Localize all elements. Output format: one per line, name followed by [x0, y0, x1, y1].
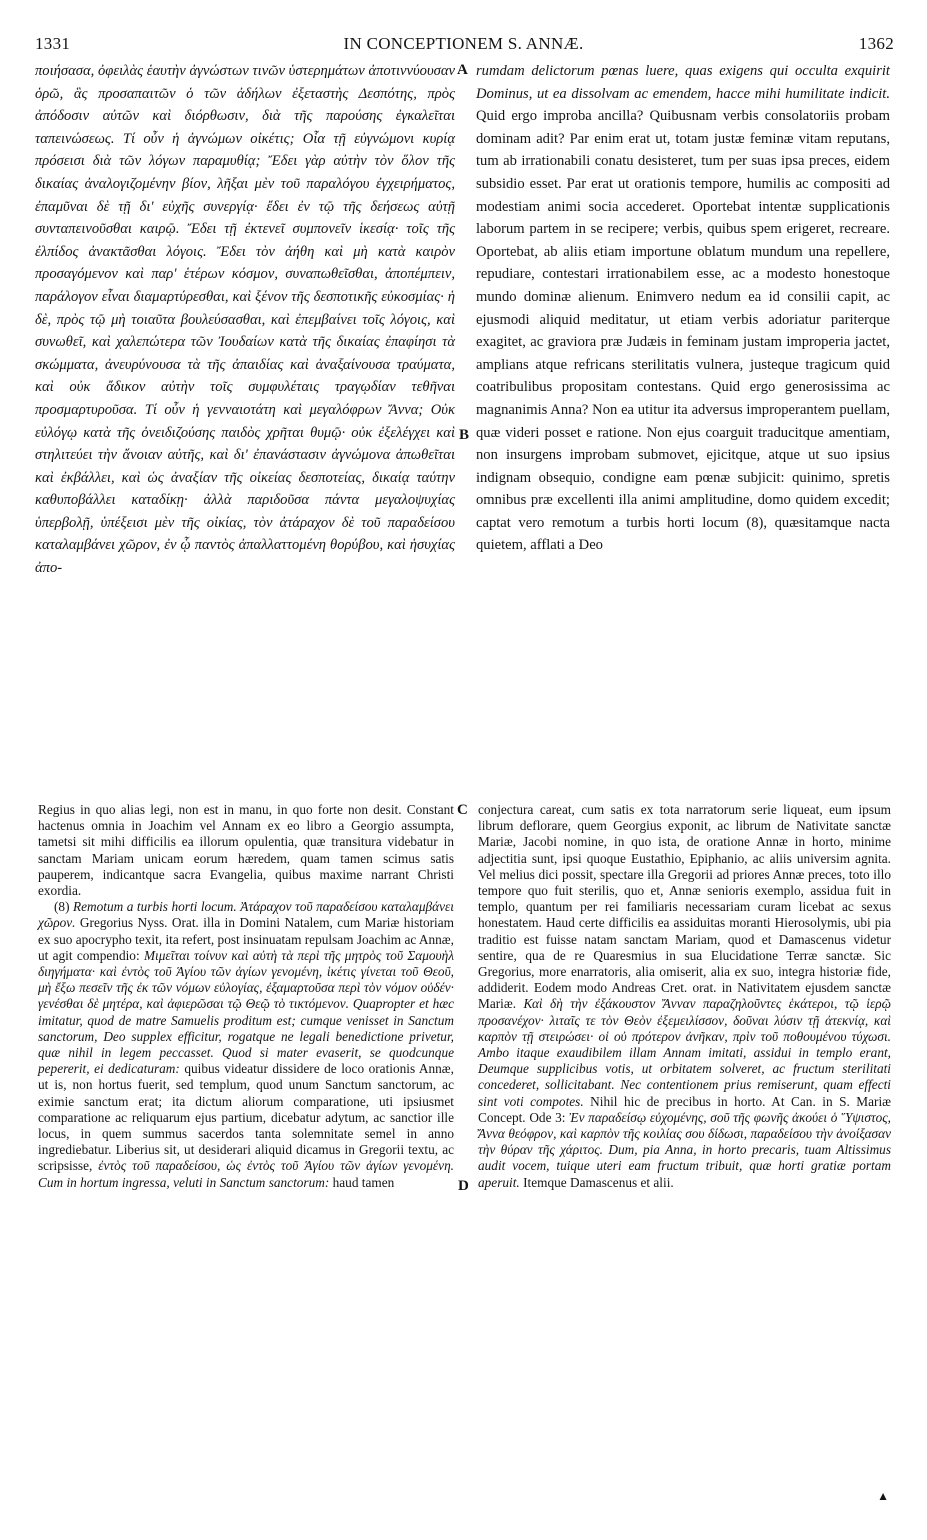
greek-paragraph: ποιήσασα, ὀφειλὰς ἑαυτὴν ἀγνώστων τινῶν ὑστερημάτων ἀποτιννύουσαν ὁρῶ, ἃς προσαπαιτῶν ὁ τῶν ἀδήλων ἐξεταστὴς Δεσπότης, πρὸς ἀπόδοσιν αὐτῶν καὶ διόρθωσιν, διὰ τῆς παρούσης ἐγκαλεῖται ταπεινώσεως. Τί οὖν ἡ ἀγνώμων οἰκέτις; Οἷα τῇ εὐγνώμονι κυρίᾳ πρόσεισι διὰ τῶν λόγων παραμυθίᾳ; Ἔδει γὰρ αὐτὴν τὸν ὅλον τῆς δικαίας ἀναλογιζομένην βίον, λῆξαι μὲν τοῦ παραλόγου ἐγχειρήματος, ἐπαμῦναι δὲ τῇ δι' εὐχῆς συνεργίᾳ· ἔδει ἐν τῷ τῆς δεήσεως αὐτῇ συνταπεινοῦσθαι καιρῷ. Ἔδει τῇ ἐκτενεῖ συμπονεῖν ἱκεσίᾳ· τοῖς τῆς ἐλπίδος ἀνακτᾶσθαι λόγοις. Ἔδει τὸν ἀήθη καὶ μὴ κατὰ καιρὸν προσαγόμενον καὶ παρ' ἑτέρων κόσμον, συναπωθεῖσθαι, ἀποπέμπειν, παράλογον εἶναι διαμαρτύρεσθαι, καὶ ξένον τῆς δεσποτικῆς εὐκοσμίας· ἡ δὲ, πρὸς τῷ μὴ τοιαῦτα βουλεύσασθαι, καὶ ἐπεμβαίνει τοῖς λόγοις, καὶ συνωθεῖ, καὶ χαλεπώτερα τῶν Ἰουδαίων κατὰ τῆς δικαίας ἐπαφίησι τὰ σκώμματα, ἀνευρύνουσα τὰ τῆς ἀπαιδίας καὶ ἀναξαίνουσα τραύματα, καὶ οὐκ ἄδικον αὐτὴν τοῖς συμφυλέταις τραγῳδίαν τεθῆναι προσμαρτυροῦσα. Τί οὖν ἡ γενναιοτάτη καὶ μεγαλόφρων Ἄννα; Οὐκ εὐλόγῳ κατὰ τῆς ὀνειδιζούσης παιδὸς χρῆται θυμῷ· οὐκ ἐξελέγχει καὶ στηλιτεύει τὴν ἄνοιαν αὐτῆς, καὶ δι' ἐπανάστασιν ἀγνώμονα ἀπωθεῖται καὶ ἐκβάλλει, καὶ ὡς ἀναξίαν τῆς οἰκείας δεσποτείας, δικαίᾳ ταύτην καθυποβάλλει καταδίκῃ· ἀλλὰ παριδοῦσα πάντα μεγαλοψυχίας ὑπερβολῇ, ὑπέξεισι μὲν τῆς οἰκίας, τὸν ἀτάραχον δὲ τοῦ παραδείσου καταλαμβάνει χῶρον, ἐν ᾧ παντὸς ἀπαλλαττομένη θορύβου, καὶ ἡσυχίας ἀπο-: [35, 63, 455, 577]
margin-marker-d: D: [458, 1178, 469, 1194]
note-greek-quote: Ἀτάραχον τοῦ παραδείσου καταλαμβάνει χῶρον.: [38, 899, 454, 931]
notes-column-left: [38, 802, 454, 1191]
note-latin-translation-4: Dum, pia Anna, in horto precaris, tuam Altissimus audit vocem, tuique uteri eam fructum tribuit, quæ horti gratiæ portam aperuit.: [478, 1142, 891, 1190]
note-greek-quote-2: Μιμεῖται τοίνυν καὶ αὐτὴ τὰ περὶ τῆς μητρὸς τοῦ Σαμουὴλ διηγήματα· καὶ ἐντὸς τοῦ Ἁγίου τῶν ἁγίων γενομένη, ἱκέτις γίνεται τοῦ Θεοῦ, μὴ ἔξω πεσεῖν τῆς ἐκ τῶν νόμων εὐλογίας, ἐξαμαρτοῦσα περὶ τὸν νόμον οὐδέν· γενέσθαι δὲ μητέρα, καὶ ἀφιερῶσαι τῷ Θεῷ τὸ τικτόμενον.: [38, 947, 454, 1012]
note-latin-end-2: Itemque Damascenus et alii.: [519, 1174, 674, 1190]
note-greek-quote-3: ἐντὸς τοῦ παραδείσου, ὡς ἐντὸς τοῦ Ἁγίου τῶν ἁγίων γενομένη.: [92, 1158, 454, 1174]
latin-text-column: [476, 60, 890, 557]
latin-paragraph: [476, 60, 890, 557]
page-number-right: 1362: [858, 34, 894, 53]
note-8: [38, 899, 454, 1191]
note-latin-translation: Quapropter et hæc imitatur, quod de matre Samuelis proditum est; cumque venisset in Sanctum sanctorum, Deo supplex efficitur, rogatque ne legali benedictione privetur, quæ nihil in legem peccasset. Quod si mater evaserit, se quodcunque pepererit, ei dedicaturam:: [38, 996, 454, 1077]
note-continuation: Regius in quo alias legi, non est in manu, in quo forte non desit. Constant hactenus omnia in Joachim vel Annam ex eo libro a Georgio assumpta, tametsi sit mihi difficilis ea illorum opulentia, quæ transitura videbatur in sanctam Mariam unicam eorum hæredem, quam tamen scimus satis pauperem, indicantque sacra Evangelia, quibus maxime narrant Christi exordia.: [38, 802, 454, 899]
margin-marker-b: B: [459, 427, 470, 443]
note-greek-quote-5: Ἐν παραδείσῳ εὐχομένης, σοῦ τῆς φωνῆς ἀκούει ὁ Ὕψιστος, Ἄννα θεόφρον, καὶ καρπὸν τῆς κοιλίας σου δίδωσι, παραδείσου τὴν ἀνοίξασαν τὴν θύραν τῆς χάριτος.: [478, 1109, 892, 1158]
greek-text-column: [35, 60, 455, 580]
note-latin-text: Gregorius Nyss. Orat. illa in Domini Natalem, cum Mariæ historiam ex suo apocrypho texit, ita refert, post insinuatam repulsam Joachim ac Annæ, ut agit compendio:: [38, 915, 454, 963]
margin-marker-c: C: [457, 802, 468, 818]
note-latin-end: haud tamen: [329, 1174, 395, 1190]
note-latin-translation-3: Ambo itaque exaudibilem illam Annam imitati, assidui in templo erant, Deumque supplicibus votis, ut orbitatem solveret, ac fructum sterilitati concederet, sollicitabant. Nec contentionem prius remiserunt, quam effecti sint voti compotes.: [478, 1045, 891, 1109]
latin-italic-opening: rumdam delictorum pœnas luere, quas exigens qui occulta exquirit Dominus, ut ea dissolvam ac emendem, hacce mihi humilitate indicit.: [476, 63, 890, 102]
running-title: IN CONCEPTIONEM S. ANNÆ.: [343, 34, 584, 53]
note-number: (8): [54, 899, 74, 915]
note-latin-text-2: quibus videatur dissidere de loco orationis Annæ, ut is, non hortus fuerit, sed templum, quod unum Sanctum sanctorum, ac eximie sanctum erat; ita dictum aliorum comparatione, uti ipsiusmet comparatione ac reliquarum ejus partium, dicebatur adytum, ac sanctior ille locus, in quem summus sacerdos tanta solemnitate semel in anno ingrediebatur. Liberius sit, ut desiderari aliquid dicamus in Gregorii textu, ac scripsisse,: [38, 1061, 454, 1174]
bottom-printer-mark: ▲: [877, 1489, 889, 1503]
page-number-left: 1331: [35, 34, 71, 53]
note-latin-text-4: Nihil hic de precibus in horto. At Can. in S. Mariæ Concept. Ode 3:: [478, 1093, 892, 1125]
note-greek-quote-4: Καὶ δὴ τὴν ἐξάκουστον Ἄνναν παραζηλοῦντες ἑκάτεροι, τῷ ἱερῷ προσανέχον· λιταῖς τε τὸν Θεὸν ἐξεμειλίσσον, δοῦναι λύσιν τῇ ἀτεκνίᾳ, καὶ καρπὸν τῇ στειρώσει· οἱ οὐ πρότερον ἀνῆκαν, πρὶν τοῦ ποθουμένου τύχωσι.: [478, 996, 891, 1044]
latin-body: Quid ergo improba ancilla? Quibusnam verbis consolatoriis probam dominam adit? Par enim erat ut, totam justæ feminæ vitam reputans, tum ab irrationabili conatu desisteret, tum per suas ipsa preces, eidem subsidio esset. Par erat ut orationis tempore, humilis ac compositi ad modestiam animi socia accederet. Oportebat intentæ supplicationis laborum partem in se recipere; verbis, quibus spem erigeret, recreare. Oportebat, ab aliis etiam importune oblatum mundum una repellere, repudiare, contestari irrationabilem esse, ac a modesto honestoque mundo dominæ alienum. Enimvero nedum ea id consilii capit, ac ejusmodi aliquid meditatur, ut etiam verbis adoriatur pariterque exagitet, ac graviora præ Judæis in feminam justam improperia jactet, amplians atque refricans sterilitatis vulnera, justeque tragicum quid coatribulibus propositam contestans. Quid ergo generosissima ac magnanimis Anna? Non ea utitur ita adversus improperantem puellam, quæ videri posset e ratione. Non ejus coarguit traducitque amentiam, non insurgens improbam submovet, ejicitque, atque ut suo ipsius indignam obsequio, condigne eam pœnæ subjicit: quinimo, spretis omnibus præ excellenti illa animi amplitudine, domo quidem excedit; captat vero remotum a turbis horti locum (8), quæsitamque nacta quietem, afflati a Deo: [476, 108, 890, 554]
notes-column-right: [478, 802, 891, 1191]
margin-marker-a: A: [457, 62, 468, 78]
note-lemma: Remotum a turbis horti locum.: [73, 899, 237, 915]
note-latin-text-3: conjectura careat, cum satis ex tota narratorum serie liqueat, eum ipsum librum deflorare, quem Georgius exponit, ac librum de Nativitate sanctæ Mariæ, Jacobi nomine, in quo ista, de oratione Annæ in horto, minime adjectitia sunt, ipsi quoque Eustathio, Epiphanio, ac aliis universim agnita. Vel melius dici possit, spectare illa Gregorii ad priores Annæ preces, toto illo tempore quo fuit sterilis, quo et, Annæ senioris exemplo, assidua fuit in templo, quantum per rei familiaris necessariam curam licebat ac sexus honestatem. Haud certe difficilis ea assiduitas moranti Hierosolymis, ubi pia traditio est fuisse natam sanctam Mariam, quod et Damascenus videtur sentire, qua de re Quaresmius in sua Elucidatione Terræ sanctæ. Sic Gregorius, more enarratoris, alia omiserit, alia ex suo, integra historiæ fide, addiderit. Eodem modo Andreas Cret. orat. in Nativitatem ejusdem sanctæ Mariæ.: [478, 802, 891, 1012]
note-latin-translation-2: Cum in hortum ingressa, veluti in Sanctum sanctorum:: [38, 1174, 330, 1190]
note-8-continued: [478, 802, 891, 1191]
